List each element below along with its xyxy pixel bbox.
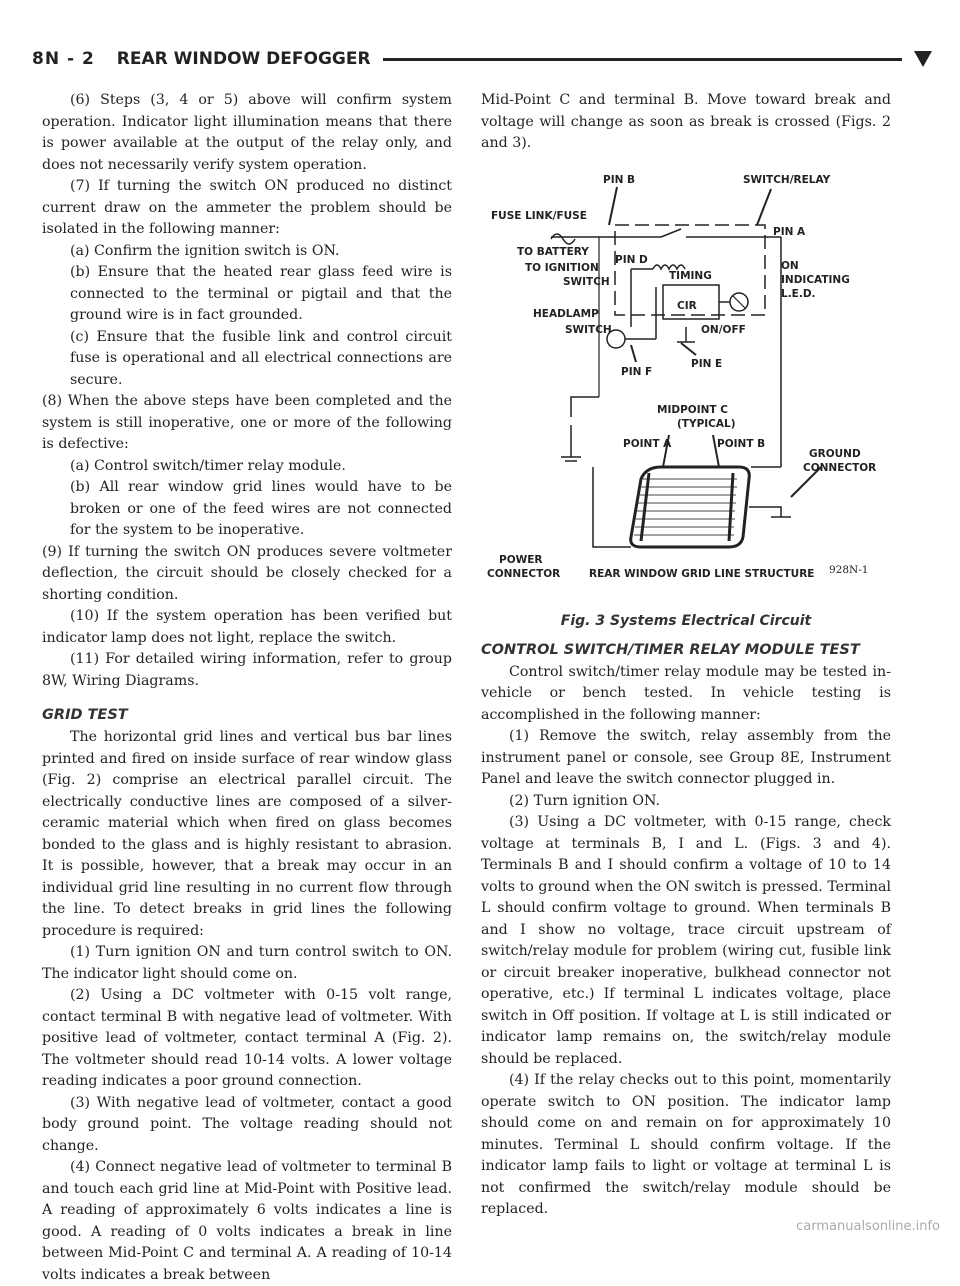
label-fig-code: 928N-1 (829, 563, 869, 576)
paragraph: (8) When the above steps have been completed and the system is still inoperative, one or more of the following is defective: (42, 393, 452, 452)
led-mark (733, 296, 745, 308)
arrow (757, 189, 771, 225)
label-to-battery: TO BATTERY (517, 245, 589, 258)
relay-contact (661, 229, 681, 237)
section-title: REAR WINDOW DEFOGGER (116, 49, 371, 69)
right-column (481, 90, 891, 1221)
paragraph: (1) Remove the switch, relay assembly from the instrument panel or console, see Group 8E, Instrument Panel and leave the switch connector plugged in. (481, 728, 891, 787)
paragraph: (4) Connect negative lead of voltmeter to terminal B and touch each grid line at Mid-Point with Positive lead. A reading of approximately 6 volts indicates a line is good. A reading of 0 volts indicates a break in line between Mid-Point C and terminal A. A reading of 10-14 volts indicates a break between (42, 1159, 452, 1283)
paragraph: (a) Control switch/timer relay module. (70, 457, 346, 474)
label-fuse-link: FUSE LINK/FUSE (491, 209, 587, 222)
paragraph: (a) Confirm the ignition switch is ON. (70, 242, 340, 259)
label-point-a: POINT A (623, 437, 672, 450)
label-pin-a: PIN A (773, 225, 806, 238)
figure-caption: Fig. 3 Systems Electrical Circuit (560, 612, 812, 629)
triangle-marker-icon (914, 51, 932, 67)
left-column (42, 90, 452, 1286)
label-pin-d: PIN D (615, 253, 648, 266)
paragraph: Mid-Point C and terminal B. Move toward break and voltage will change as soon as break is crossed (Figs. 2 and 3). (481, 92, 891, 151)
paragraph: (10) If the system operation has been verified but indicator lamp does not light, replace the switch. (42, 608, 452, 646)
figure-systems-circuit (481, 167, 891, 627)
label-led: L.E.D. (781, 287, 816, 300)
label-switch-relay: SWITCH/RELAY (743, 173, 831, 186)
label-cir: CIR (677, 299, 697, 312)
paragraph: (c) Ensure that the fusible link and control circuit fuse is operational and all electrical connections are secure. (70, 328, 452, 388)
paragraph: (7) If turning the switch ON produced no distinct current draw on the ammeter the problem should be isolated in the following manner: (42, 178, 452, 237)
label-on-off: ON/OFF (701, 323, 746, 336)
relay-coil-icon (653, 265, 685, 269)
circuit-diagram (481, 167, 891, 607)
paragraph: (3) With negative lead of voltmeter, contact a good body ground point. The voltage reading should not change. (42, 1094, 452, 1154)
paragraph: (6) Steps (3, 4 or 5) above will confirm system operation. Indicator light illumination means that there is power available at the output of the relay only, and does not necessarily verify system operation. (42, 92, 452, 173)
watermark: carmanualsonline.info (796, 1219, 940, 1234)
paragraph: The horizontal grid lines and vertical bus bar lines printed and fired on inside surface of rear window glass (Fig. 2) comprise an electrical parallel circuit. The electrically conductive lines are composed of a silver-ceramic material which when fired on glass becomes bonded to the glass and is highly resistant to abrasion. It is possible, however, that a break may occur in an individual grid line resulting in no current flow through the line. To detect breaks in grid lines the following procedure is required: (42, 729, 452, 939)
paragraph: (4) If the relay checks out to this point, momentarily operate switch to ON position. The indicator lamp should come on and remain on for approximately 10 minutes. Terminal L should confirm voltage. If the indicator lamp fails to light or voltage at terminal L is not confirmed the switch/relay module should be replaced. (481, 1072, 891, 1217)
label-pin-b: PIN B (603, 173, 636, 186)
label-switch: SWITCH (563, 275, 610, 288)
label-grid-structure: REAR WINDOW GRID LINE STRUCTURE (589, 567, 815, 580)
label-indicating: INDICATING (781, 273, 850, 286)
label-connector: CONNECTOR (803, 461, 877, 474)
label-point-b: POINT B (717, 437, 766, 450)
paragraph: (1) Turn ignition ON and turn control switch to ON. The indicator light should come on. (42, 944, 452, 982)
paragraph: (2) Turn ignition ON. (509, 792, 661, 809)
power-wire (593, 467, 631, 547)
paragraph: (2) Using a DC voltmeter with 0-15 volt range, contact terminal B with negative lead of voltmeter. With positive lead of voltmeter, contact terminal A (Fig. 2). The voltmeter should read 10-14 volts. A lower voltage reading indicates a poor ground connection. (42, 987, 452, 1089)
label-connector: CONNECTOR (487, 567, 561, 580)
rear-window-grid (631, 467, 750, 547)
page-number: 8N - 2 (32, 49, 95, 69)
wire (571, 397, 599, 417)
paragraph: (3) Using a DC voltmeter, with 0-15 range, check voltage at terminals B, I and L. (Figs. 3 and 4). Terminals B and I should confirm a voltage of 10 to 14 volts to ground when the ON switch is pressed. Terminal L should confirm voltage to ground. When terminals B and I show no voltage, trace circuit upstream of switch/relay module for problem (wiring cut, fusible link or circuit breaker inoperative, bulkhead connector not operative, etc.) If terminal L indicates voltage, place switch in Off position. If voltage at L is still indicated or indicator lamp remains on, the switch/relay module should be replaced. (481, 814, 891, 1067)
label-ground: GROUND (809, 447, 861, 460)
label-headlamp: HEADLAMP (533, 307, 599, 320)
paragraph: Control switch/timer relay module may be tested in-vehicle or bench tested. In vehicle testing is accomplished in the following manner: (481, 663, 891, 723)
label-midpoint: MIDPOINT C (657, 403, 728, 416)
ground-wire (749, 507, 781, 517)
paragraph: (11) For detailed wiring information, refer to group 8W, Wiring Diagrams. (42, 651, 452, 689)
arrow (681, 343, 696, 355)
page-header (32, 42, 932, 76)
label-typical: (TYPICAL) (677, 417, 736, 430)
arrow (631, 345, 636, 362)
label-to-ignition: TO IGNITION (525, 261, 599, 274)
control-switch-heading: CONTROL SWITCH/TIMER RELAY MODULE TEST (481, 641, 860, 658)
label-pin-e: PIN E (691, 357, 723, 370)
fuse-icon (551, 234, 575, 244)
label-on: ON (781, 259, 799, 272)
paragraph: (9) If turning the switch ON produces severe voltmeter deflection, the circuit should be closely checked for a shorting condition. (42, 543, 452, 603)
label-pin-f: PIN F (621, 365, 653, 378)
grid-test-heading: GRID TEST (42, 707, 128, 723)
arrow (609, 187, 617, 225)
header-rule (383, 58, 902, 61)
label-switch: SWITCH (565, 323, 612, 336)
label-timing: TIMING (669, 269, 712, 282)
paragraph: (b) Ensure that the heated rear glass feed wire is connected to the terminal or pigtail and that the ground wire is in fact grounded. (70, 264, 452, 323)
label-power: POWER (499, 553, 543, 566)
paragraph: (b) All rear window grid lines would have to be broken or one of the feed wires are not connected for the system to be inoperative. (70, 479, 452, 538)
